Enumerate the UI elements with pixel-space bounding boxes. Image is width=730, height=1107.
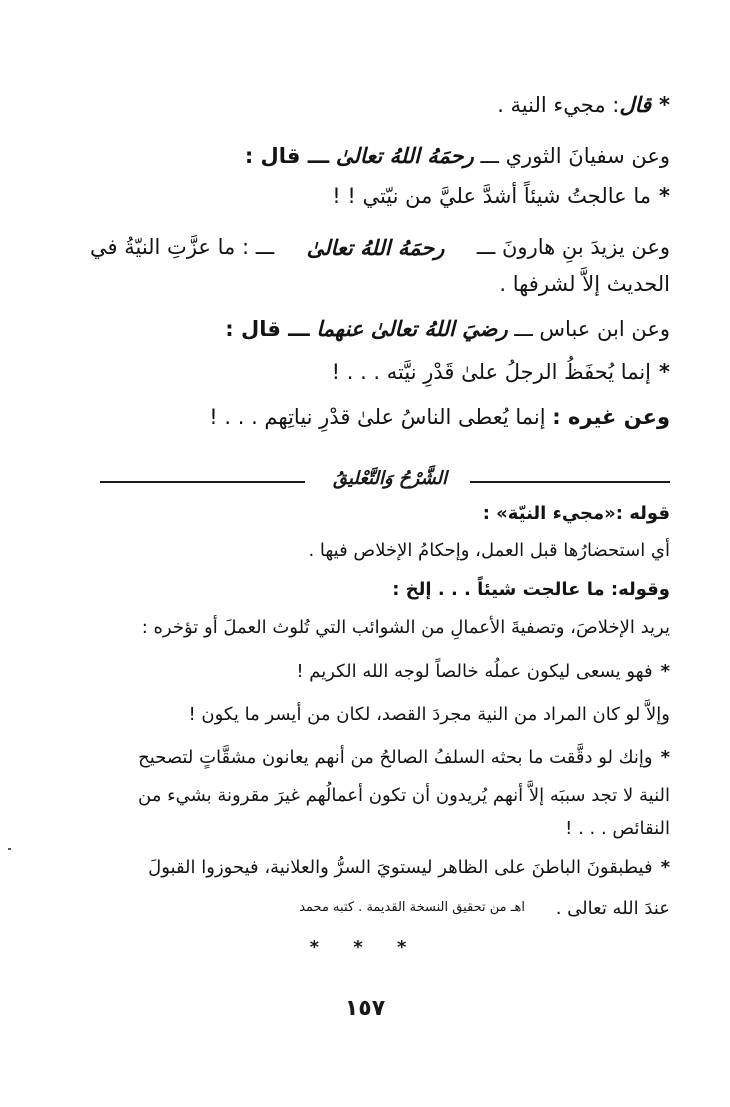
commentary-heading-2 — [392, 579, 670, 601]
page-number: ١٥٧ — [344, 996, 386, 1021]
commentary-line-8 — [138, 785, 670, 807]
bullet-star: * — [659, 360, 670, 384]
line-text: ما عالجتُ شيئاً أشدَّ عليَّ من نيّتي ! ! — [332, 184, 652, 208]
speaker-label: وعن غيره : — [552, 405, 670, 429]
commentary-line-5 — [296, 661, 670, 683]
line-text: وإنك لو دقَّقت ما بحثه السلفُ الصالحُ من أنهم يعانون مشقَّاتٍ لتصحيح — [138, 747, 653, 768]
text-line-5 — [499, 272, 670, 297]
qala-word: قال — [619, 92, 652, 117]
line-text: اهـ من تحقيق النسخة القديمة . كتبه محمد — [299, 900, 525, 915]
section-heading: الشَّرْحُ وَالتَّعْليقُ — [332, 468, 448, 489]
bullet-star: * — [659, 184, 670, 208]
bullet-star: * — [660, 747, 670, 768]
section-separator — [100, 470, 670, 492]
line-text: : مجيء النية . — [497, 93, 620, 117]
line-text: قوله :«مجيء النيّة» : — [482, 503, 670, 524]
line-text: إنما يُعطى الناسُ علىٰ قدْرِ نياتِهم . . . ! — [209, 405, 546, 429]
honorific-phrase: رضيَ اللهُ تعالىٰ عنهما — [316, 316, 508, 341]
end-stars: * * * — [309, 937, 421, 958]
line-text: وعن يزيدَ بنِ هارونَ ـــ — [476, 235, 670, 259]
line-text: يريد الإخلاصَ، وتصفيةَ الأعمالِ من الشوائب التي تُلوث العملَ أو تؤخره : — [141, 617, 670, 638]
bullet-star: * — [659, 93, 670, 117]
line-text: الحديث إلاَّ لشرفها . — [499, 272, 670, 296]
separator-rule-right — [470, 481, 670, 483]
line-text: ـــ قال : — [225, 317, 310, 341]
commentary-line-11 — [556, 898, 670, 920]
line-text: النقائص . . . ! — [565, 818, 670, 839]
line-text: وعن ابن عباس ـــ — [514, 317, 670, 341]
text-line-3 — [332, 184, 670, 209]
honorific-phrase: رحمَهُ اللهُ تعالىٰ — [306, 235, 445, 260]
text-line-8 — [209, 405, 670, 430]
line-text: وعن سفيانَ الثوري ـــ — [480, 144, 670, 168]
line-text: إنما يُحفَظُ الرجلُ علىٰ قَدْرِ نيَّته . . . ! — [331, 360, 652, 384]
margin-mark — [8, 848, 11, 850]
text-line-6 — [225, 316, 670, 342]
line-text: ـــ : ما عزَّتِ النيّةُ في — [90, 235, 275, 259]
separator-rule-left — [100, 481, 305, 483]
commentary-line-9 — [565, 818, 670, 840]
honorific-phrase: رحمَهُ اللهُ تعالىٰ — [335, 143, 474, 168]
commentary-heading-1 — [483, 503, 670, 525]
commentary-line-2 — [308, 540, 670, 562]
text-line-2 — [245, 143, 670, 169]
bullet-star: * — [660, 857, 670, 878]
line-text: ـــ قال : — [244, 144, 330, 168]
line-text: وقوله: ما عالجت شيئاً . . . إلخ : — [392, 579, 670, 600]
line-text: عندَ الله تعالى . — [555, 898, 670, 919]
text-line-4 — [90, 235, 670, 260]
text-line-7 — [332, 360, 670, 385]
text-line-1 — [497, 92, 670, 118]
line-text: النية لا تجد سببَه إلاَّ أنهم يُريدون أن تكون أعمالُهم غيرَ مقرونة بشيء من — [138, 785, 670, 806]
bullet-star: * — [660, 661, 670, 682]
commentary-line-6 — [188, 704, 670, 726]
commentary-line-4 — [142, 617, 670, 639]
commentary-line-10 — [148, 857, 670, 879]
line-text: فهو يسعى ليكون عملُه خالصاً لوجه الله الكريم ! — [296, 661, 653, 682]
line-text: أي استحضارُها قبل العمل، وإحكامُ الإخلاص فيها . — [308, 540, 670, 561]
source-note — [299, 900, 525, 916]
line-text: وإلاَّ لو كان المراد من النية مجردَ القصد، لكان من أيسر ما يكون ! — [188, 704, 670, 725]
line-text: فيطبقونَ الباطنَ على الظاهر ليستويَ السرُّ والعلانية، فيحوزوا القبولَ — [148, 857, 653, 878]
commentary-line-7 — [138, 747, 670, 769]
